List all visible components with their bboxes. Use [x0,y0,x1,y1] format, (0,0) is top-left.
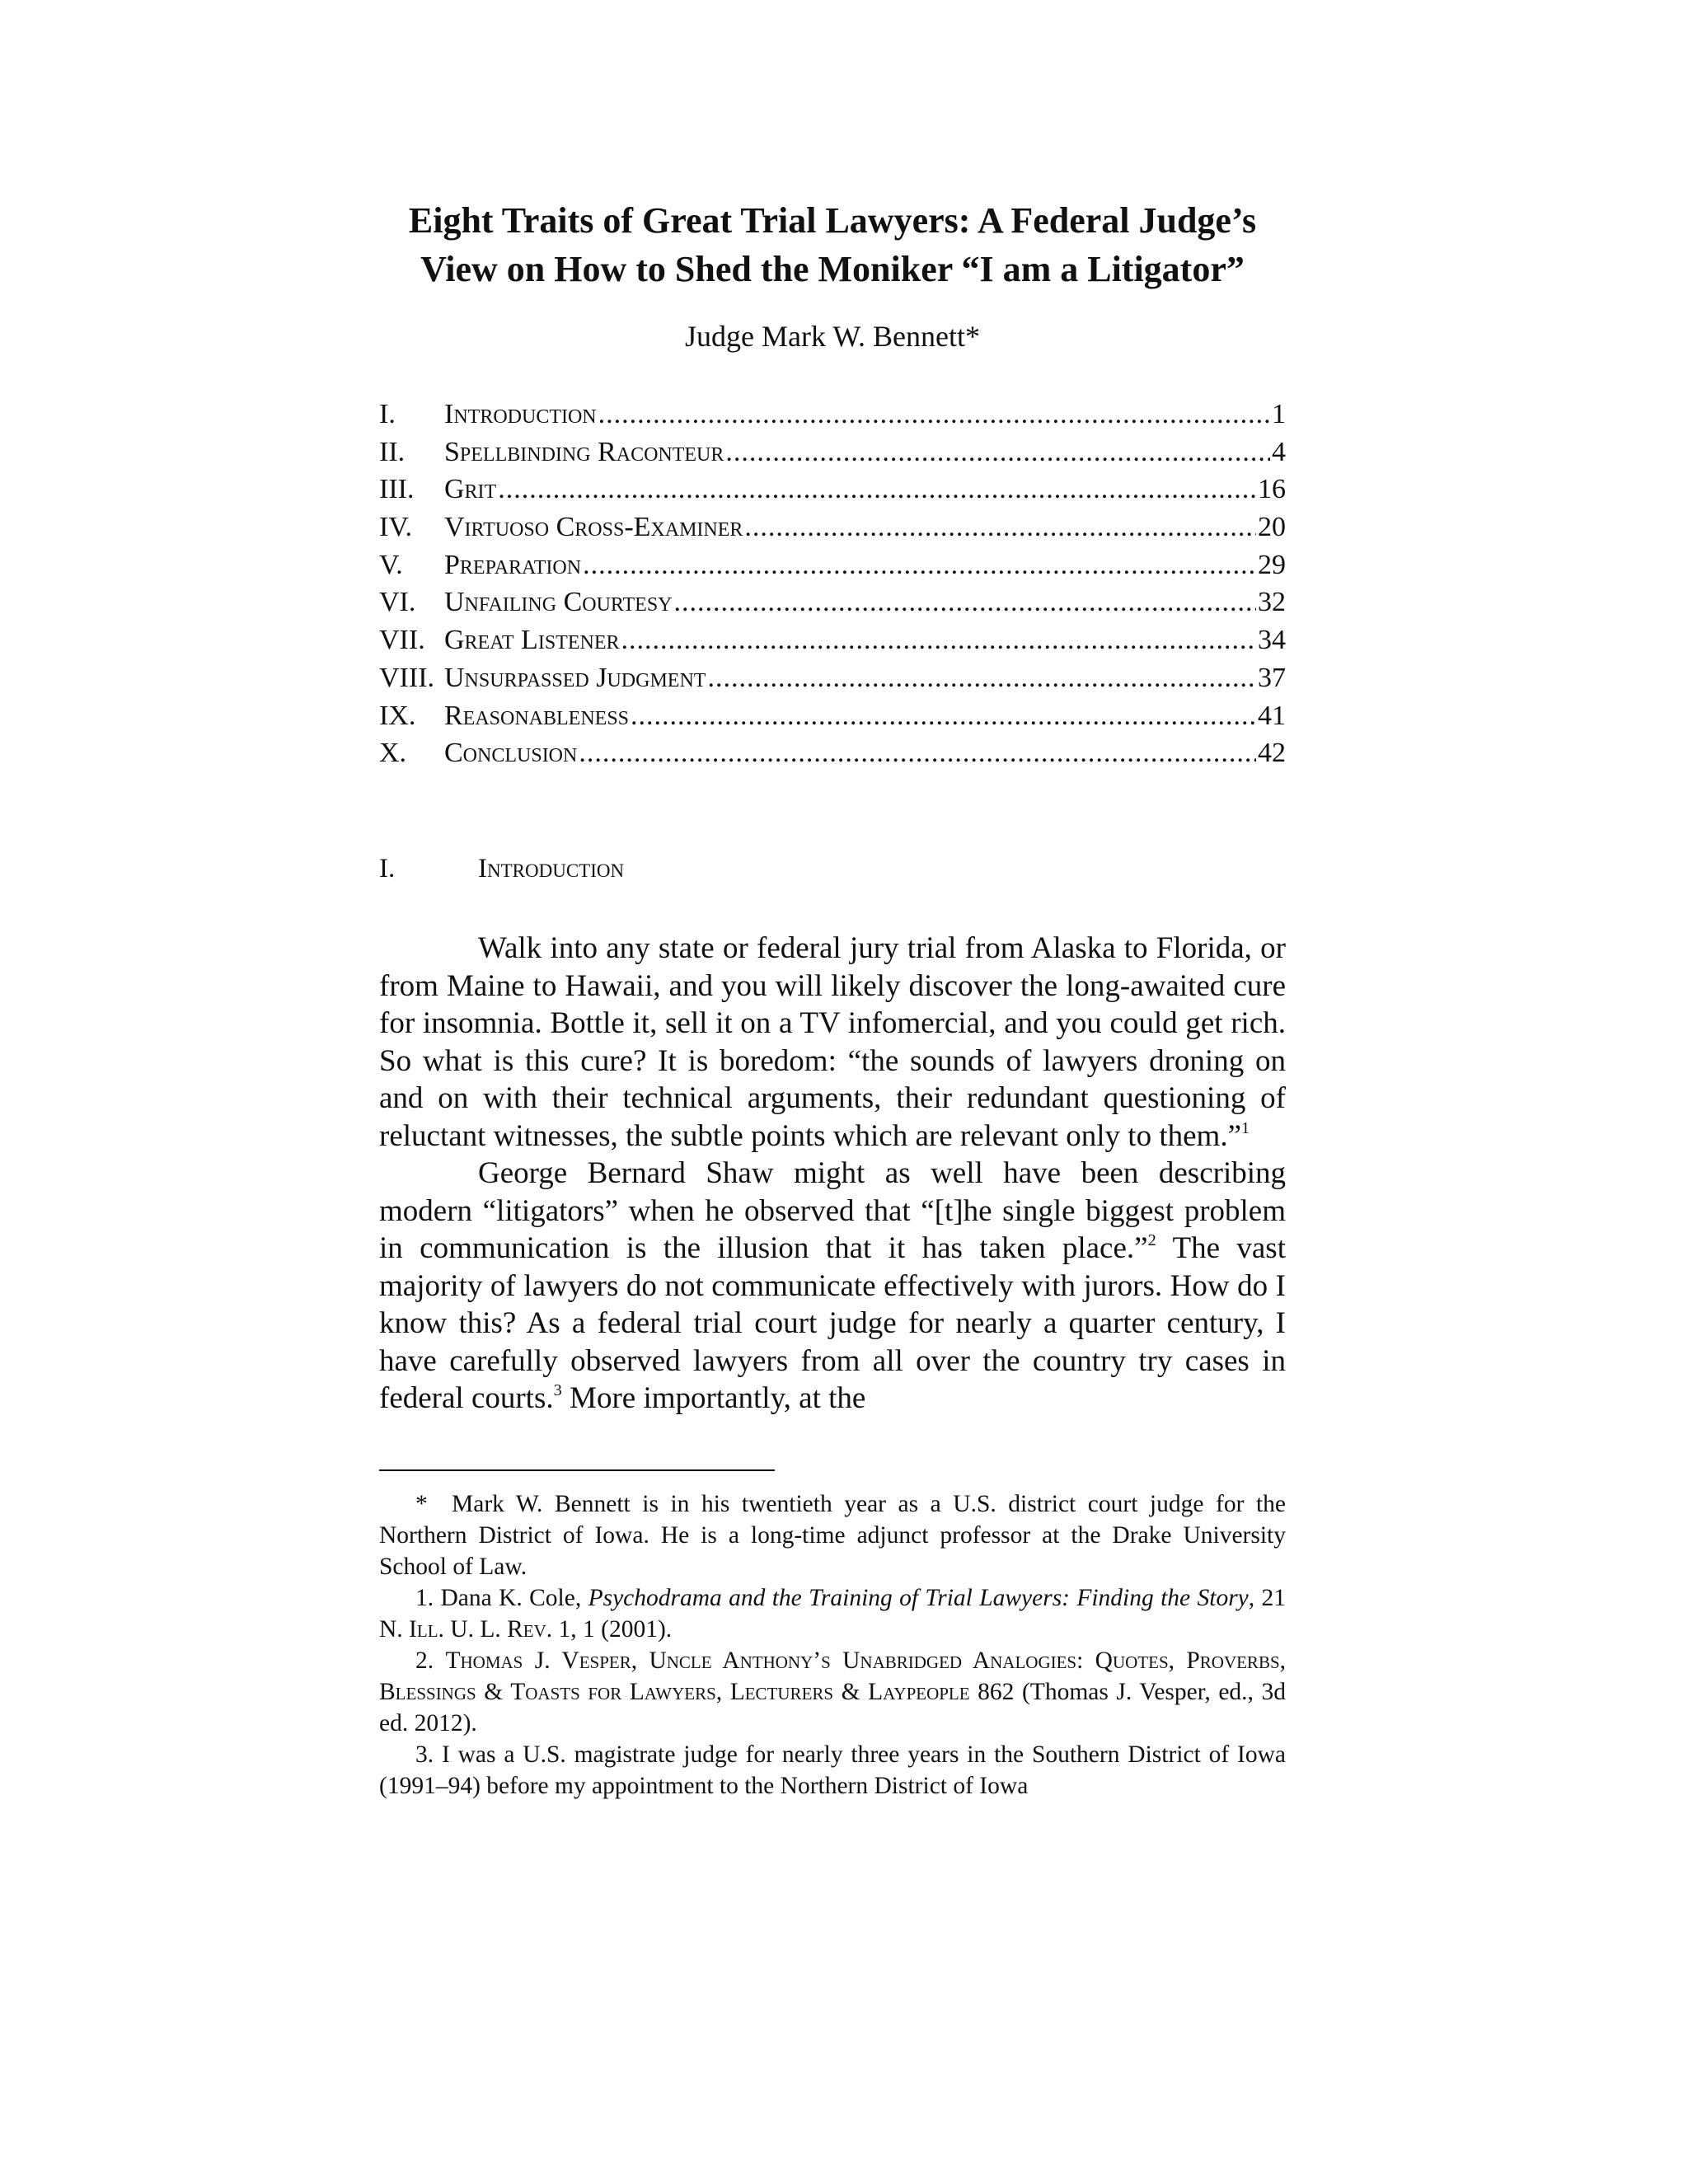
footnote-journal: N. Ill. U. L. Rev. [379,1616,553,1643]
toc-label: Conclusion [444,738,578,769]
footnote-mark: 1. [415,1585,434,1611]
toc-entry[interactable] [379,437,1286,475]
toc-page-number: 29 [1258,549,1286,580]
footnote-text: 1, 1 (2001). [552,1616,673,1643]
toc-leader [744,512,1256,543]
toc-leader [707,663,1256,694]
toc-number: VIII. [379,662,435,693]
toc-page-number: 4 [1272,436,1286,467]
footnote-author [379,1488,1286,1582]
footnote-mark: * [415,1491,428,1517]
footnote-text: Mark W. Bennett is in his twentieth year as a U.S. district court judge for the Northern District of Iowa. He is a long-time adjunct professor at the Drake University School of Law. [379,1491,1286,1580]
toc-label: Reasonableness [444,700,630,731]
body-text [379,930,1286,1418]
footnote-divider [379,1469,775,1471]
toc-label: Unsurpassed Judgment [444,662,706,693]
toc-leader [725,437,1270,468]
section-number: I. [379,854,396,883]
toc-label: Great Listener [444,625,620,656]
toc-entry[interactable] [379,738,1286,776]
toc-page-number: 1 [1272,399,1286,429]
title-line-2: View on How to Shed the Moniker “I am a Litigator” [420,249,1245,289]
toc-number: I. [379,399,396,429]
toc-number: II. [379,436,406,467]
toc-label: Introduction [444,399,597,429]
toc-number: III. [379,474,415,505]
toc-leader [598,399,1270,430]
footnotes [379,1488,1286,1802]
paragraph [379,930,1286,1155]
toc-page-number: 20 [1258,512,1286,543]
footnote-mark: 3. [415,1741,434,1768]
footnote-text: , 21 [1248,1585,1287,1611]
toc-leader [579,738,1256,769]
author-byline: Judge Mark W. Bennett* [685,320,980,353]
toc-label: Virtuoso Cross-Examiner [444,512,743,543]
toc-entry[interactable] [379,474,1286,512]
toc-label: Preparation [444,549,582,580]
toc-leader [674,587,1256,618]
footnote-ref[interactable]: 3 [553,1380,562,1399]
section-title: Introduction [478,854,625,883]
toc-number: IX. [379,700,416,731]
toc-entry[interactable] [379,625,1286,663]
footnote-text: Dana K. Cole, [440,1585,588,1611]
toc-number: X. [379,738,407,769]
toc-label: Grit [444,474,497,505]
toc-entry[interactable] [379,512,1286,550]
paragraph-text: The vast majority of lawyers do not communicate effectively with jurors. How do I know this? As a federal trial court judge for nearly a quarter century, I have carefully observed lawyers from all over the country try cases in federal courts. [379,1231,1286,1415]
footnote-2 [379,1645,1286,1739]
toc-label: Spellbinding Raconteur [444,436,724,467]
toc-leader [621,625,1256,656]
footnote-article-title: Psychodrama and the Training of Trial Lawyers: Finding the Story [588,1585,1249,1611]
toc-entry[interactable] [379,550,1286,588]
paragraph-text: Walk into any state or federal jury trial from Alaska to Florida, or from Maine to Hawaii, and you will likely discover the long-awaited cure for insomnia. Bottle it, sell it on a TV infomercial, and you could get rich. So what is this cure? It is boredom: “the sounds of lawyers droning on and on with their technical arguments, their redundant questioning of reluctant witnesses, the subtle points which are relevant only to them.” [379,931,1286,1153]
paragraph-text: George Bernard Shaw might as well have been describing modern “litigators” when he observed that “[t]he single biggest problem in communication is the illusion that it has taken place.” [379,1156,1286,1265]
toc-page-number: 41 [1258,700,1286,731]
table-of-contents [379,399,1286,776]
title-line-1: Eight Traits of Great Trial Lawyers: A Federal Judge’s [408,200,1257,241]
footnote-3 [379,1739,1286,1802]
toc-page-number: 34 [1258,625,1286,656]
toc-leader [631,701,1256,732]
section-heading [379,851,1286,887]
toc-page-number: 37 [1258,662,1286,693]
toc-leader [583,550,1256,581]
footnote-text: I was a U.S. magistrate judge for nearly three years in the Southern District of Iowa (1991–94) before my appointment to the Northern District of Iowa [379,1741,1286,1799]
toc-number: VI. [379,587,416,618]
footnote-ref[interactable]: 1 [1241,1118,1250,1137]
toc-entry[interactable] [379,663,1286,701]
footnote-1 [379,1582,1286,1645]
paragraph-text: More importantly, at the [561,1381,866,1415]
toc-page-number: 42 [1258,738,1286,769]
footnote-ref[interactable]: 2 [1147,1230,1156,1249]
toc-label: Unfailing Courtesy [444,587,673,618]
toc-page-number: 32 [1258,587,1286,618]
footnote-mark: 2. [415,1647,434,1674]
footnote-text: 862 (Thomas J. Vesper, ed., 3d ed. 2012). [379,1679,1286,1736]
paragraph [379,1155,1286,1418]
footnote-book-title: Thomas J. Vesper, Uncle Anthony’s Unabridged Analogies: Quotes, Proverbs, Blessings & Toasts for Lawyers, Lecturers & Laypeople [379,1647,1286,1705]
toc-number: V. [379,549,403,580]
article-title [379,196,1286,293]
toc-entry[interactable] [379,701,1286,738]
toc-entry[interactable] [379,587,1286,625]
toc-entry[interactable] [379,399,1286,437]
toc-leader [498,474,1256,505]
toc-number: IV. [379,512,412,543]
toc-number: VII. [379,625,425,656]
toc-page-number: 16 [1258,474,1286,505]
